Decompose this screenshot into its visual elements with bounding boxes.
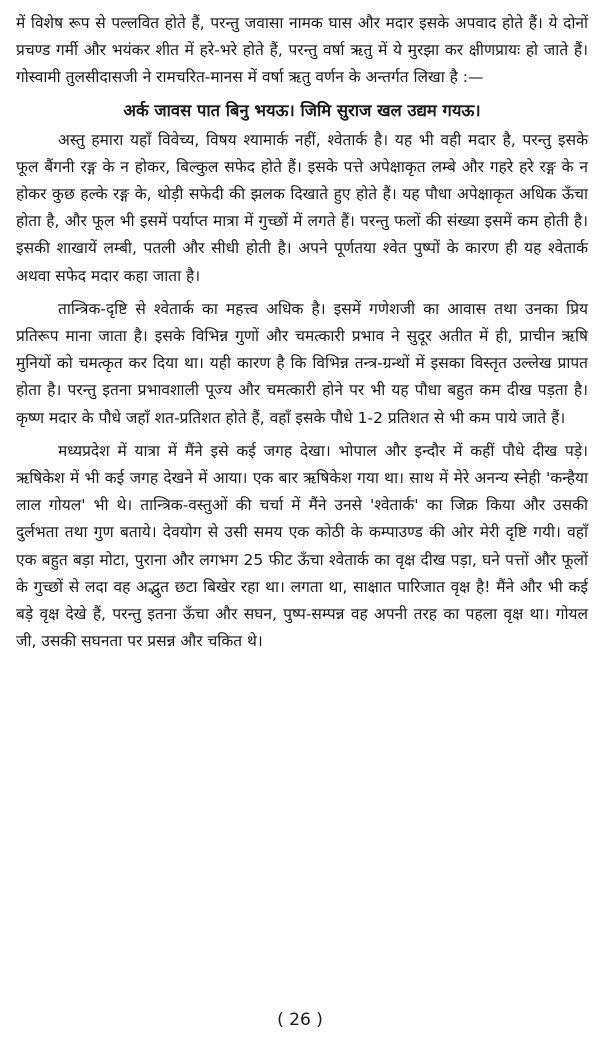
paragraph-travel-account: मध्यप्रदेश में यात्रा में मैंने इसे कई जगह देखा। भोपाल और इन्दौर में कहीं पौधे दीख पड़े। ऋषिकेश में भी कई जगह देखने में आया। एक बार ऋषिकेश गया था। साथ में मेरे अनन्य स्नेही 'कन्हैया लाल गोयल' भी थे। तान्त्रिक-वस्तुओं की चर्चा में मैंने उनसे 'श्वेतार्क' का जिक्र किया और उसकी दुर्लभता तथा गुण बताये। देवयोग से उसी समय एक कोठी के कम्पाउण्ड की ओर मेरी दृष्टि गयी। वहाँ एक बहुत बड़ा मोटा, पुराना और लगभग 25 फीट ऊँचा श्वेतार्क का वृक्ष दीख पड़ा, घने पत्तों और फूलों के गुच्छों से लदा वह अद्भुत छटा बिखेर रहा था। लगता था, साक्षात पारिजात वृक्ष है! मैंने और भी कई बड़े वृक्ष देखे हैं, परन्तु इतना ऊँचा और सघन, पुष्प-सम्पन्न वह अपनी तरह का पहला वृक्ष था। गोयल जी, उसकी सघनता पर प्रसन्न और चकित थे।: [16, 441, 588, 651]
verse-quote: अर्क जावस पात बिनु भयऊ। जिमि सुराज खल उद्यम गयऊ।: [123, 100, 481, 120]
paragraph-shvetark-description: अस्तु हमारा यहाँ विवेच्य, विषय श्यामार्क नहीं, श्वेतार्क है। यह भी वही मदार है, परन्तु इसके फूल बैंगनी रङ्ग के न होकर, बिल्कुल सफेद होते हैं। इसके पत्ते अपेक्षाकृत लम्बे और गहरे हरे रङ्ग के न होकर कुछ हल्के रङ्ग के, थोड़ी सफेदी की झलक दिखाते हुए होते हैं। यह पौधा अपेक्षाकृत अधिक ऊँचा होता है, और फूल भी इसमें पर्याप्त मात्रा में गुच्छों में लगते हैं। परन्तु फलों की संख्या इसमें कम होती है। इसकी शाखायें लम्बी, पतली और सीधी होती है। अपने पूर्णतया श्वेत पुष्पों के कारण ही यह श्वेतार्क अथवा सफेद मदार कहा जाता है।: [16, 130, 588, 285]
paragraph-opening: में विशेष रूप से पल्लवित होते हैं, परन्तु जवासा नामक घास और मदार इसके अपवाद होते हैं। ये दोनों प्रचण्ड गर्मी और भयंकर शीत में हरे-भरे होते हैं, परन्तु वर्षा ऋतु में ये मुरझा कर क्षीणप्रायः हो जाते हैं। गोस्वामी तुलसीदासजी ने रामचरित-मानस में वर्षा ऋतु वर्णन के अन्तर्गत लिखा है :—: [16, 14, 588, 87]
paragraph-tantric-significance: तान्त्रिक-दृष्टि से श्वेतार्क का महत्त्व अधिक है। इसमें गणेशजी का आवास तथा उनका प्रिय प्रतिरूप माना जाता है। इसके विभिन्न गुणों और चमत्कारी प्रभाव ने सुदूर अतीत में ही, प्राचीन ऋषि मुनियों को चमत्कृत कर दिया था। यही कारण है कि विभिन्न तन्त्र-ग्रन्थों में इसका विस्तृत उल्लेख प्रापत होता है। परन्तु इतना प्रभावशाली पूज्य और चमत्कारी होने पर भी यह पौधा बहुत कम दीख पड़ता है। कृष्ण मदार के पौधे जहाँ शत-प्रतिशत होते हैं, वहाँ इसके पौधे 1-2 प्रतिशत से भी कम पाये जाते हैं।: [16, 299, 588, 427]
page-number: ( 26 ): [277, 1010, 323, 1030]
